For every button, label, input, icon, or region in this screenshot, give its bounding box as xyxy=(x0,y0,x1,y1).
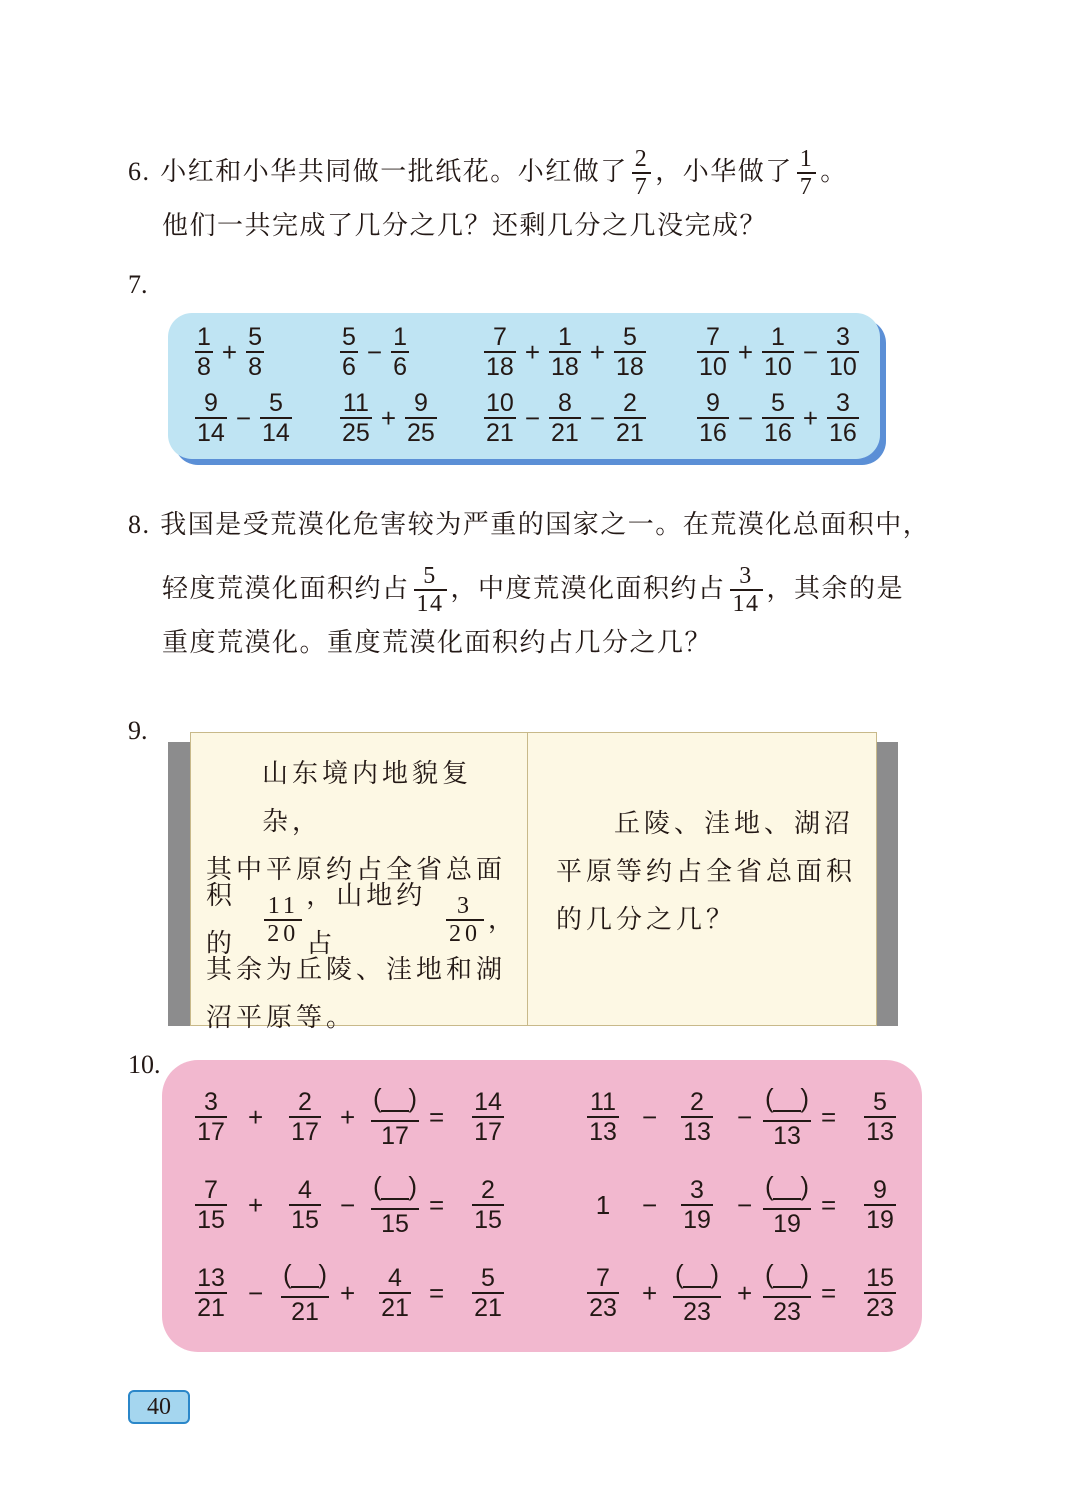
fraction: 1 10 xyxy=(764,323,792,381)
fraction: 5 13 xyxy=(866,1088,894,1146)
fraction: 5 16 xyxy=(764,389,792,447)
expression xyxy=(340,389,437,447)
fraction: 7 15 xyxy=(197,1176,225,1234)
fraction: $\frac{1}{7}$ xyxy=(797,146,817,200)
fraction: $\frac{2}{7}$ xyxy=(632,146,652,200)
fraction: $\frac{3}{14}$ xyxy=(730,563,763,617)
fraction: 5 14 xyxy=(262,389,290,447)
question-number: 8. xyxy=(128,510,151,539)
fraction: 2 17 xyxy=(291,1088,319,1146)
blank-fraction[interactable]: ( ) 23 xyxy=(673,1264,721,1326)
fraction: 9 19 xyxy=(866,1176,894,1234)
operator: − xyxy=(737,402,753,433)
operator: = xyxy=(821,1190,837,1220)
operator: + xyxy=(340,1278,356,1308)
operator: + xyxy=(248,1190,264,1220)
blank-fraction[interactable]: ( ) 17 xyxy=(371,1088,419,1150)
fraction: 3 19 xyxy=(683,1176,711,1234)
operator: − xyxy=(235,402,251,433)
question-text: 小红和小华共同做一批纸花。小红做了 xyxy=(160,157,628,187)
operator: − xyxy=(802,336,818,367)
operator: − xyxy=(737,1102,753,1132)
fraction: 11 20 xyxy=(264,893,302,947)
fraction: 2 13 xyxy=(683,1088,711,1146)
fraction: 2 15 xyxy=(474,1176,502,1234)
fraction: 1 8 xyxy=(197,323,211,381)
blank-fraction[interactable]: ( ) 19 xyxy=(763,1176,811,1238)
book-right-text: 丘陵、洼地、湖沼 平原等约占全省总面积 的几分之几？ xyxy=(556,809,857,935)
operator: − xyxy=(737,1190,753,1220)
fraction: 4 15 xyxy=(291,1176,319,1234)
fraction: 9 14 xyxy=(197,389,225,447)
answer-blank xyxy=(283,1264,327,1290)
question-number: 6. xyxy=(128,157,151,186)
fraction: $\frac{5}{14}$ xyxy=(414,563,447,617)
fraction: 5 21 xyxy=(474,1264,502,1322)
fraction: 9 16 xyxy=(699,389,727,447)
question-6 xyxy=(128,146,848,200)
operator: − xyxy=(340,1190,356,1220)
fraction: 5 6 xyxy=(342,323,356,381)
page-number: 40 xyxy=(128,1390,190,1424)
expression xyxy=(195,323,264,381)
operator: + xyxy=(737,336,753,367)
operator: − xyxy=(642,1190,658,1220)
question-number: 9. xyxy=(128,716,148,745)
fraction: 3 16 xyxy=(829,389,857,447)
fraction: 1 18 xyxy=(551,323,579,381)
whole-number: 1 xyxy=(595,1190,611,1220)
answer-blank xyxy=(765,1264,809,1290)
question-text: 我国是受荒漠化危害较为严重的国家之一。在荒漠化总面积中， xyxy=(160,510,931,540)
operator: − xyxy=(248,1278,264,1308)
fraction: 2 21 xyxy=(616,389,644,447)
expression xyxy=(697,323,859,381)
answer-blank xyxy=(765,1176,809,1202)
question-number: 10. xyxy=(128,1050,161,1079)
operator: + xyxy=(221,336,238,367)
question-text: 。 xyxy=(820,157,848,187)
operator: − xyxy=(366,336,383,367)
operator: = xyxy=(429,1102,445,1132)
answer-blank xyxy=(765,1088,809,1114)
operator: + xyxy=(380,402,396,433)
fraction: 5 8 xyxy=(248,323,262,381)
answer-blank xyxy=(373,1088,417,1114)
question-6-line-2: 他们一共完成了几分之几？还剩几分之几没完成？ xyxy=(162,211,768,241)
question-text: ，中度荒漠化面积约占 xyxy=(450,574,726,604)
question-8 xyxy=(128,505,930,545)
blank-fraction[interactable]: ( ) 13 xyxy=(763,1088,811,1150)
operator: + xyxy=(524,336,540,367)
operator: + xyxy=(802,402,818,433)
question-number: 7. xyxy=(128,270,148,299)
question-text: 轻度荒漠化面积约占 xyxy=(162,574,410,604)
operator: − xyxy=(524,402,540,433)
operator: − xyxy=(589,402,605,433)
operator: = xyxy=(429,1278,445,1308)
question-text: ，小华做了 xyxy=(655,157,793,187)
fraction: 3 10 xyxy=(829,323,857,381)
question-8-line-3: 重度荒漠化。重度荒漠化面积约占几分之几？ xyxy=(162,628,713,658)
fraction: 14 17 xyxy=(474,1088,502,1146)
fraction: 3 17 xyxy=(197,1088,225,1146)
expression xyxy=(340,323,409,381)
fraction: 7 10 xyxy=(699,323,727,381)
operator: + xyxy=(737,1278,753,1308)
answer-blank xyxy=(675,1264,719,1290)
answer-blank xyxy=(373,1176,417,1202)
fraction: 11 13 xyxy=(589,1088,617,1146)
question-8-line-2 xyxy=(162,563,904,617)
expression xyxy=(484,389,646,447)
operator: − xyxy=(642,1102,658,1132)
fraction: 11 25 xyxy=(342,389,370,447)
fraction: 3 20 xyxy=(446,893,484,947)
operator: = xyxy=(821,1102,837,1132)
expression xyxy=(484,323,646,381)
expression xyxy=(697,389,859,447)
operator: + xyxy=(589,336,605,367)
operator: + xyxy=(642,1278,658,1308)
book-left-text: 山东境内地貌复杂， 其中平原约占全省总面 积的 11 20 ，山地约占 3 20 ， 其余为丘陵、洼地和湖 沼平原等。 xyxy=(206,759,518,1033)
fraction: 13 21 xyxy=(197,1264,225,1322)
operator: = xyxy=(429,1190,445,1220)
operator: = xyxy=(821,1278,837,1308)
fraction: 1 6 xyxy=(393,323,407,381)
blank-fraction[interactable]: ( ) 15 xyxy=(371,1176,419,1238)
fraction: 7 23 xyxy=(589,1264,617,1322)
blank-fraction[interactable]: ( ) 21 xyxy=(281,1264,329,1326)
question-text: ，其余的是 xyxy=(766,574,905,604)
fraction: 7 18 xyxy=(486,323,514,381)
fraction: 15 23 xyxy=(866,1264,894,1322)
fraction: 8 21 xyxy=(551,389,579,447)
blank-fraction[interactable]: ( ) 23 xyxy=(763,1264,811,1326)
operator: + xyxy=(248,1102,264,1132)
fraction: 5 18 xyxy=(616,323,644,381)
fraction: 10 21 xyxy=(486,389,514,447)
expression xyxy=(195,389,292,447)
operator: + xyxy=(340,1102,356,1132)
fraction: 9 25 xyxy=(407,389,435,447)
fraction: 4 21 xyxy=(381,1264,409,1322)
